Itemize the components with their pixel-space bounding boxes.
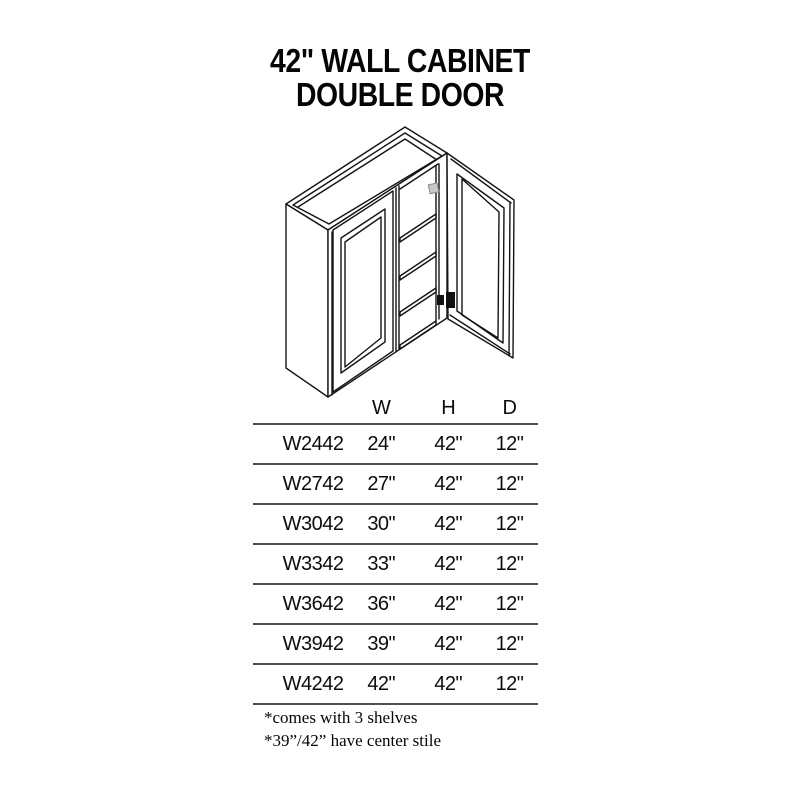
table-row xyxy=(253,544,538,584)
table-row xyxy=(253,464,538,504)
table-row xyxy=(253,504,538,544)
height-value: 42" xyxy=(434,552,463,575)
depth-value: 12" xyxy=(495,432,524,455)
height-value: 42" xyxy=(434,512,463,535)
model-code: W2442 xyxy=(282,432,344,455)
cabinet-left-side xyxy=(286,204,328,397)
height-value: 42" xyxy=(434,432,463,455)
width-value: 27" xyxy=(367,472,396,495)
height-value: 42" xyxy=(434,672,463,695)
page-title xyxy=(56,44,744,112)
model-code: W3042 xyxy=(282,512,344,535)
depth-value: 12" xyxy=(495,512,524,535)
width-value: 33" xyxy=(367,552,396,575)
model-code: W2742 xyxy=(282,472,344,495)
width-value: 39" xyxy=(367,632,396,655)
cabinet-drawing xyxy=(262,112,537,404)
height-value: 42" xyxy=(434,632,463,655)
table-header-row xyxy=(253,394,538,424)
footnote-shelves: *comes with 3 shelves xyxy=(264,708,418,727)
table-row xyxy=(253,424,538,464)
model-code: W3342 xyxy=(282,552,344,575)
header-depth: D xyxy=(502,397,517,419)
dimensions-table xyxy=(253,394,538,705)
model-code: W4242 xyxy=(282,672,344,695)
depth-value: 12" xyxy=(495,632,524,655)
footnotes xyxy=(264,706,441,752)
table-row xyxy=(253,584,538,624)
cabinet-drawing-svg xyxy=(262,112,537,404)
height-value: 42" xyxy=(434,592,463,615)
width-value: 36" xyxy=(367,592,396,615)
depth-value: 12" xyxy=(495,672,524,695)
table-row xyxy=(253,624,538,664)
page-title-line1: 42" WALL CABINET xyxy=(270,42,530,79)
depth-value: 12" xyxy=(495,592,524,615)
width-value: 42" xyxy=(367,672,396,695)
width-value: 30" xyxy=(367,512,396,535)
depth-value: 12" xyxy=(495,472,524,495)
depth-value: 12" xyxy=(495,552,524,575)
shelf-clip-icon xyxy=(428,183,439,194)
width-value: 24" xyxy=(367,432,396,455)
right-door-open xyxy=(447,153,514,358)
table-row xyxy=(253,664,538,704)
header-width: W xyxy=(372,397,391,419)
page-title-line2: DOUBLE DOOR xyxy=(295,76,505,113)
header-height: H xyxy=(441,397,456,419)
model-code: W3642 xyxy=(282,592,344,615)
height-value: 42" xyxy=(434,472,463,495)
model-code: W3942 xyxy=(282,632,344,655)
footnote-center-stile: *39”/42” have center stile xyxy=(264,731,442,750)
header-model xyxy=(253,394,347,424)
